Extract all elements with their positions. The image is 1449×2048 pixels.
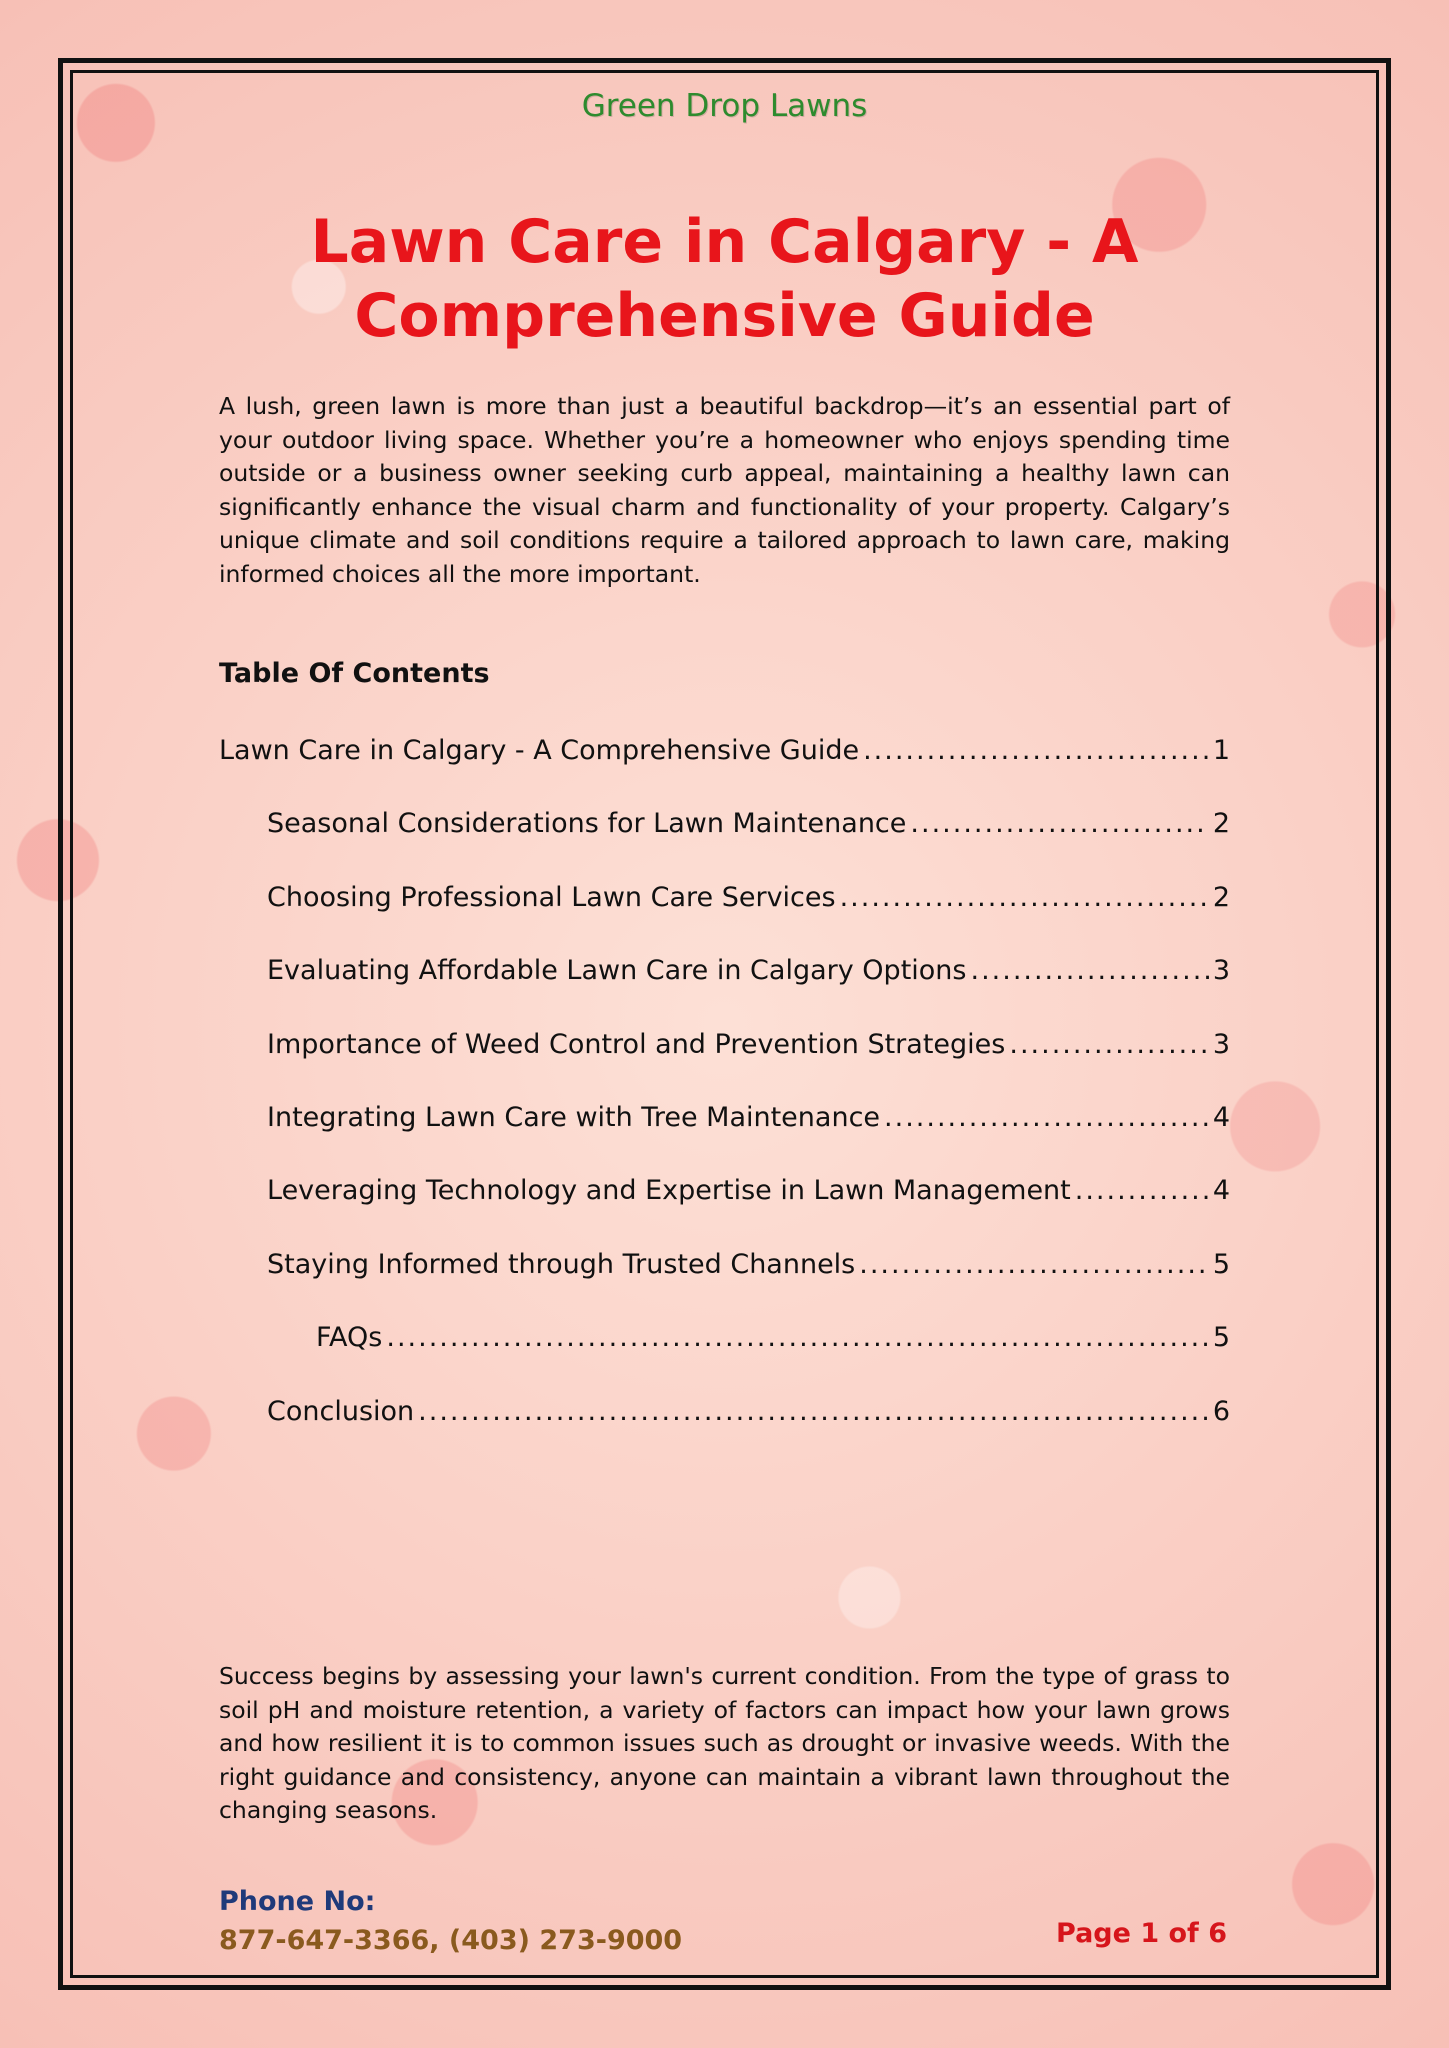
toc-leader-dots [863, 731, 1209, 771]
toc-leader-dots [418, 1392, 1209, 1432]
intro-paragraph: A lush, green lawn is more than just a beautiful backdrop—it’s an essential part of your outdoor living space. Whether you’re a homeowner who enjoys spending time outside or a business owner seeking curb appeal, maintaining a healthy lawn can significantly enhance the visual charm and functionality of your property. Calgary’s unique climate and soil conditions require a tailored approach to lawn care, making informed choices all the more important. [219, 392, 1230, 588]
toc-entry-title[interactable]: Conclusion [267, 1395, 415, 1427]
outro-paragraph: Success begins by assessing your lawn's current condition. From the type of grass to soil pH and moisture retention, a variety of factors can impact how your lawn grows and how resilient it is to common issues such as drought or invasive weeds. With the right guidance and consistency, anyone can maintain a vibrant lawn throughout the changing seasons. [219, 1662, 1230, 1824]
toc-entry[interactable] [219, 951, 1230, 1024]
phone-numbers: 877-647-3366, (403) 273-9000 [219, 1925, 683, 1956]
toc-entry[interactable] [219, 1025, 1230, 1098]
toc-entry[interactable] [219, 731, 1230, 804]
toc-entry-title[interactable]: Leveraging Technology and Expertise in Lawn Management [267, 1175, 1071, 1207]
toc-entry[interactable] [219, 804, 1230, 877]
toc-entry[interactable] [219, 1171, 1230, 1244]
toc-leader-dots [1009, 1025, 1208, 1065]
toc-leader-dots [859, 1245, 1209, 1285]
toc-leader-dots [386, 1318, 1208, 1358]
toc-entry-page: 2 [1212, 881, 1230, 913]
toc-entry[interactable] [219, 1245, 1230, 1318]
toc-entry-page: 4 [1212, 1175, 1230, 1207]
toc-heading: Table Of Contents [219, 658, 490, 689]
toc-entry-title[interactable]: Choosing Professional Lawn Care Services [267, 881, 836, 913]
toc-entry-title[interactable]: Lawn Care in Calgary - A Comprehensive Guide [219, 735, 860, 766]
toc-entry-title[interactable]: Integrating Lawn Care with Tree Maintenance [267, 1101, 881, 1133]
toc-entry[interactable] [219, 1318, 1230, 1391]
toc-entry-page: 3 [1212, 955, 1230, 987]
toc-entry-title[interactable]: FAQs [316, 1322, 383, 1354]
toc-entry-title[interactable]: Importance of Weed Control and Prevention Strategies [267, 1028, 1006, 1060]
toc-entry-page: 3 [1212, 1028, 1230, 1060]
toc-entry-page: 2 [1212, 808, 1230, 840]
toc-entry-page: 1 [1212, 735, 1230, 766]
table-of-contents [219, 731, 1230, 1465]
toc-entry[interactable] [219, 1098, 1230, 1171]
brand-name: Green Drop Lawns [581, 88, 868, 124]
toc-entry-title[interactable]: Evaluating Affordable Lawn Care in Calgary Options [267, 955, 967, 987]
toc-leader-dots [910, 804, 1208, 844]
toc-entry-title[interactable]: Seasonal Considerations for Lawn Maintenance [267, 808, 907, 840]
toc-entry[interactable] [219, 1392, 1230, 1465]
toc-entry-page: 5 [1212, 1248, 1230, 1280]
toc-entry-title[interactable]: Staying Informed through Trusted Channels [267, 1248, 856, 1280]
toc-entry-page: 5 [1212, 1322, 1230, 1354]
toc-leader-dots [884, 1098, 1209, 1138]
toc-entry-page: 6 [1212, 1395, 1230, 1427]
page-indicator: Page 1 of 6 [1056, 1918, 1227, 1949]
toc-leader-dots [970, 951, 1208, 991]
document-title: Lawn Care in Calgary - A Comprehensive Guide [310, 207, 1139, 351]
toc-leader-dots [840, 878, 1209, 918]
phone-label: Phone No: [219, 1886, 376, 1917]
toc-entry-page: 4 [1212, 1101, 1230, 1133]
toc-entry[interactable] [219, 878, 1230, 951]
toc-leader-dots [1075, 1171, 1209, 1211]
